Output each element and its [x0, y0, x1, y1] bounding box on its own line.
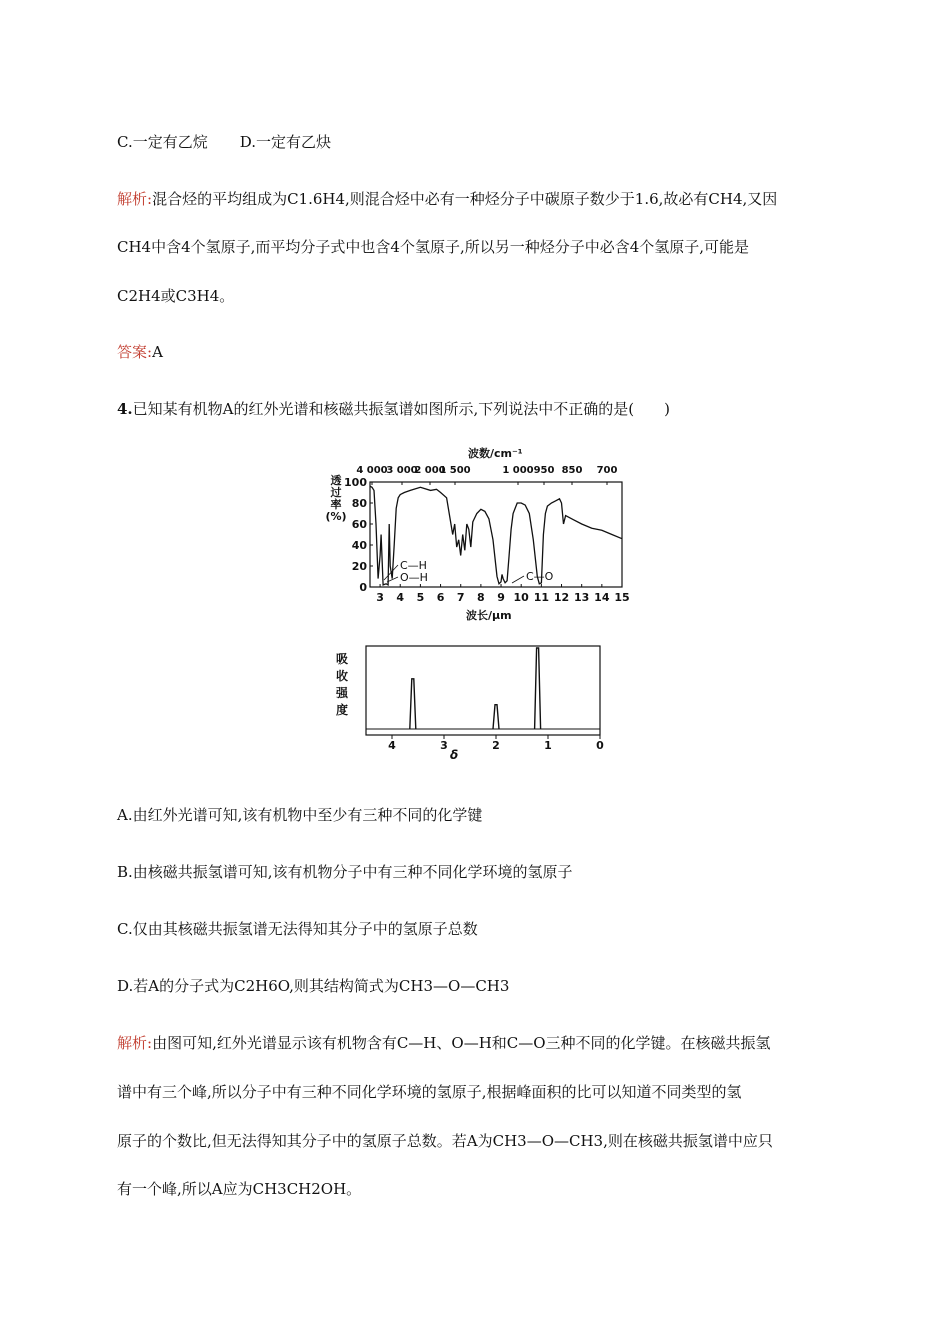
ir-spectrum-chart — [322, 443, 632, 623]
option-d-prev: D.一定有乙炔 — [239, 133, 331, 151]
ir-top-tick-label: 1 000 — [502, 465, 534, 476]
q3-analysis-line1 — [117, 188, 777, 210]
ir-annotation-co: C—O — [526, 570, 554, 583]
nmr-ylabel-char: 收 — [335, 669, 349, 683]
ir-x-tick-label: 3 — [376, 591, 384, 604]
question-stem: 已知某有机物A的红外光谱和核磁共振氢谱如图所示,下列说法中不正确的是( ) — [132, 400, 670, 418]
nmr-ylabel-char: 强 — [335, 686, 349, 700]
ir-top-tick-label: 3 000 — [386, 465, 418, 476]
answer-label: 答案: — [117, 343, 153, 361]
nmr-ylabel-char: 度 — [335, 703, 349, 717]
ir-y-tick-label: 60 — [351, 518, 367, 531]
ir-ylabel-char: 过 — [330, 486, 342, 499]
ir-x-tick-label: 6 — [436, 591, 445, 604]
ir-top-tick-label: 700 — [596, 465, 618, 476]
ir-ylabel-char: (%) — [325, 510, 347, 523]
ir-x-tick-label: 10 — [513, 591, 529, 604]
option-d: D.若A的分子式为C2H6O,则其结构简式为CH3—O—CH3 — [117, 977, 510, 995]
ir-y-ticks — [344, 476, 373, 594]
ir-top-tick-label: 850 — [561, 465, 583, 476]
ir-y-tick-label: 20 — [351, 560, 367, 573]
nmr-x-tick-label: 2 — [492, 739, 500, 752]
q4-analysis-line1 — [117, 1032, 771, 1054]
nmr-x-tick-label: 1 — [544, 739, 552, 752]
q4-analysis-line3: 原子的个数比,但无法得知其分子中的氢原子总数。若A为CH3—O—CH3,则在核磁共振氢谱中应只 — [117, 1132, 773, 1150]
prev-options — [117, 131, 331, 153]
ir-x-tick-label: 4 — [396, 591, 405, 604]
ir-x-tick-label: 5 — [416, 591, 425, 604]
q3-analysis-text1: 混合烃的平均组成为C1.6H4,则混合烃中必有一种烃分子中碳原子数少于1.6,故必有CH4,又因 — [152, 190, 778, 208]
q4-analysis-line4: 有一个峰,所以A应为CH3CH2OH。 — [117, 1180, 362, 1198]
ir-y-tick-label: 0 — [359, 581, 367, 594]
ir-x-tick-label: 15 — [614, 591, 630, 604]
ir-ylabel-char: 率 — [330, 498, 342, 511]
ir-top-tick-label: 950 — [533, 465, 555, 476]
nmr-peak — [535, 648, 541, 729]
ir-x-tick-label: 8 — [477, 591, 485, 604]
ir-annotation-ch: C—H — [400, 559, 427, 572]
nmr-x-tick-label: 4 — [388, 739, 396, 752]
ir-ylabel-char: 透 — [330, 474, 342, 487]
ir-y-tick-label: 40 — [351, 539, 367, 552]
nmr-peaks — [410, 648, 541, 729]
ir-y-tick-label: 100 — [344, 476, 367, 489]
ir-annotation-oh: O—H — [400, 571, 428, 584]
q4-analysis-text1: 由图可知,红外光谱显示该有机物含有C—H、O—H和C—O三种不同的化学键。在核磁共振氢 — [152, 1034, 771, 1052]
nmr-plot-frame — [366, 646, 600, 735]
option-c: C.仅由其核磁共振氢谱无法得知其分子中的氢原子总数 — [117, 920, 478, 938]
ir-x-tick-label: 11 — [533, 591, 550, 604]
question-number: 4. — [117, 400, 133, 418]
ir-top-tick-label: 4 000 — [356, 465, 388, 476]
q3-analysis-line3: C2H4或C3H4。 — [117, 287, 235, 305]
nmr-x-tick-label: 0 — [596, 739, 604, 752]
option-b: B.由核磁共振氢谱可知,该有机物分子中有三种不同化学环境的氢原子 — [117, 863, 573, 881]
ir-x-axis-label: 波长/μm — [466, 609, 512, 622]
q3-answer — [117, 341, 163, 363]
nmr-peak — [410, 679, 416, 729]
ir-x-tick-label: 14 — [594, 591, 610, 604]
ir-x-tick-label: 12 — [553, 591, 570, 604]
nmr-ylabel — [335, 652, 349, 717]
q4-analysis-line2: 谱中有三个峰,所以分子中有三种不同化学环境的氢原子,根据峰面积的比可以知道不同类型的氢 — [117, 1083, 742, 1101]
q3-analysis-line2: CH4中含4个氢原子,而平均分子式中也含4个氢原子,所以另一种烃分子中必含4个氢原子,可能是 — [117, 238, 750, 256]
nmr-x-tick-label: 3 — [440, 739, 448, 752]
analysis-label: 解析: — [117, 1034, 153, 1052]
ir-x-tick-label: 13 — [574, 591, 590, 604]
option-c-prev: C.一定有乙烷 — [117, 133, 208, 151]
answer-value: A — [152, 343, 163, 361]
ir-top-axis-label: 波数/cm⁻¹ — [468, 447, 523, 460]
nmr-ylabel-char: 吸 — [335, 652, 349, 666]
option-a: A.由红外光谱可知,该有机物中至少有三种不同的化学键 — [117, 806, 483, 824]
nmr-x-axis-label: δ — [450, 748, 459, 762]
ir-x-tick-label: 9 — [497, 591, 505, 604]
ir-annotations — [384, 559, 554, 584]
ir-y-tick-label: 80 — [351, 497, 367, 510]
nmr-spectrum-chart — [330, 643, 620, 763]
q4-stem — [117, 398, 670, 420]
nmr-peak — [493, 705, 499, 729]
ir-x-tick-label: 7 — [456, 591, 465, 604]
ir-top-tick-label: 1 500 — [439, 465, 471, 476]
nmr-x-ticks — [388, 735, 604, 752]
ir-top-tick-label: 2 000 — [414, 465, 446, 476]
analysis-label: 解析: — [117, 190, 153, 208]
